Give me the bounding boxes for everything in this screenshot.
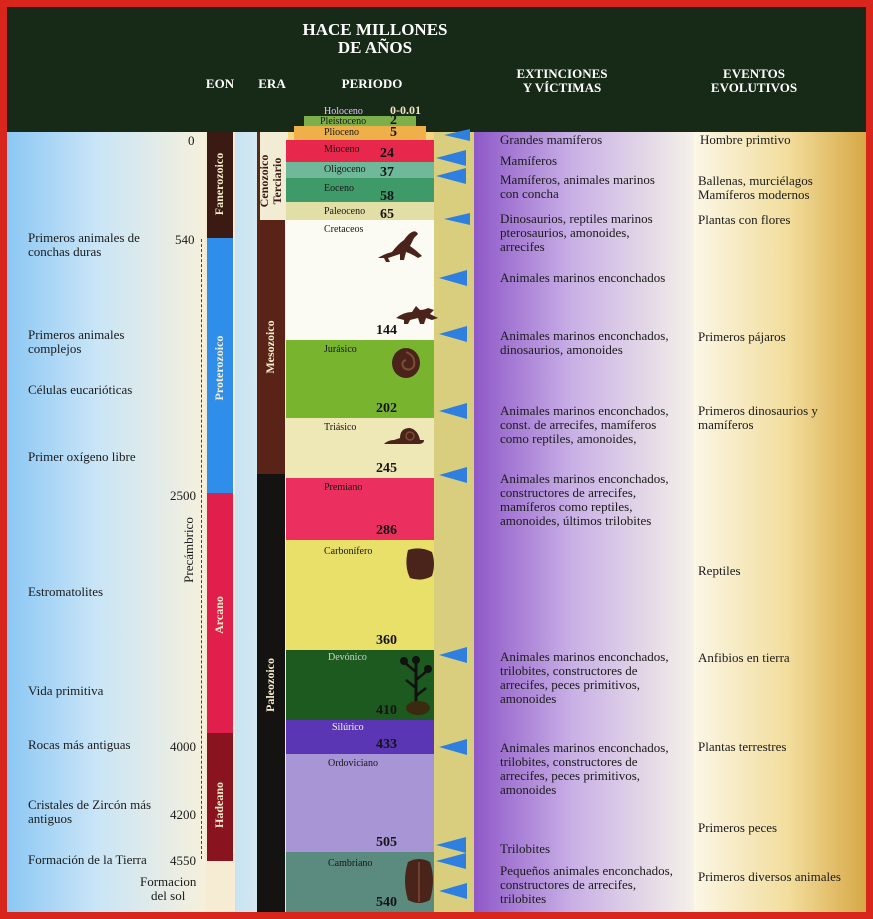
dinosaur-silhouette-icon	[374, 228, 430, 264]
eon-label-hadeano: Hadeano	[212, 782, 226, 829]
extinction-5: Animales marinos enconchados	[500, 270, 666, 285]
precambrico-label: Precámbrico	[181, 517, 196, 583]
age-4000: 4000	[170, 739, 196, 754]
age-2500: 2500	[170, 488, 196, 503]
left-event-4: Primer oxígeno libre	[28, 449, 136, 464]
evolution-column	[694, 132, 866, 912]
evolution-4: Primeros pájaros	[698, 329, 786, 344]
period-name-ordoviciano: Ordoviciano	[328, 758, 378, 769]
era-label-mesozoico: Mesozoico	[263, 320, 277, 374]
era-label-cenozoico: Cenozoico Terciario	[257, 154, 284, 208]
evolution-6: Reptiles	[698, 563, 741, 578]
eon-label-proterozoico: Proterozoico	[212, 335, 226, 401]
evolution-3: Plantas con flores	[698, 212, 791, 227]
period-column	[286, 103, 434, 912]
extinction-arrow-9	[439, 647, 467, 663]
period-mioceno	[286, 140, 434, 162]
period-age-holoceno: 0-0.01	[390, 103, 421, 117]
left-event-5: Estromatolites	[28, 584, 104, 599]
extinction-8: Animales marinos enconchados, constructores de arrecifes, mamíferos como reptiles, amonoides, últimos trilobites	[500, 471, 669, 528]
period-plioceno	[294, 126, 426, 140]
evolution-9: Primeros peces	[698, 820, 778, 835]
left-event-7: Rocas más antiguas	[28, 737, 131, 752]
period-age-plioceno: 5	[390, 125, 397, 140]
period-name-silurico: Silúrico	[332, 722, 364, 733]
extinction-arrow-5	[439, 270, 467, 286]
extinction-7: Animales marinos enconchados, const. de arrecifes, mamíferos como reptiles, amonoides,	[500, 403, 669, 446]
age-4200: 4200	[170, 807, 196, 822]
precambrico-guide	[201, 239, 202, 859]
period-age-triasico: 245	[376, 461, 397, 476]
extinction-arrow-13	[439, 883, 467, 899]
header-eon: EON	[205, 76, 235, 91]
extinction-12: Pequeños animales enconchados, constructores de arrecifes, trilobites	[500, 863, 673, 906]
period-eoceno	[286, 178, 434, 202]
period-age-mioceno: 24	[380, 146, 394, 161]
evolution-5: Primeros dinosaurios y mamíferos	[698, 403, 818, 432]
header-extinciones: EXTINCIONES Y VÍCTIMAS	[516, 66, 608, 95]
evolution-8: Plantas terrestres	[698, 739, 787, 754]
evolution-2: Ballenas, murciélagos Mamíferos modernos	[698, 173, 813, 202]
period-name-eoceno: Eoceno	[324, 183, 354, 194]
extinction-2: Mamíferos	[500, 153, 558, 168]
period-name-paleoceno: Paleoceno	[324, 206, 366, 217]
age-4550: 4550	[170, 853, 196, 868]
geologic-timescale-diagram	[7, 7, 866, 912]
extinction-1: Grandes mamíferos	[500, 132, 603, 147]
left-event-9: Formación de la Tierra	[28, 852, 147, 867]
period-age-jurasico: 202	[376, 401, 397, 416]
left-event-1: Primeros animales de conchas duras	[28, 230, 140, 259]
extinction-9: Animales marinos enconchados, trilobites, constructores de arrecifes, peces primitivos, amonoides	[500, 649, 669, 706]
extinction-10: Animales marinos enconchados, trilobites, constructores de arrecifes, peces primitivos, amonoides	[500, 740, 669, 797]
left-event-3: Células eucarióticas	[28, 382, 133, 397]
extinction-arrow-10	[439, 739, 467, 755]
period-age-cambriano: 540	[376, 895, 397, 910]
period-age-eoceno: 58	[380, 189, 394, 204]
extinction-arrow-1	[444, 129, 470, 141]
period-name-plioceno: Plioceno	[324, 127, 359, 138]
age-0: 0	[188, 133, 195, 148]
extinction-6: Animales marinos enconchados, dinosaurios, amonoides	[500, 328, 669, 357]
period-name-holoceno: Holoceno	[324, 106, 363, 117]
arrow-band	[434, 132, 474, 912]
period-name-cretaceos: Cretaceos	[324, 224, 364, 235]
evolution-1: Hombre primtivo	[700, 132, 791, 147]
header-eventos: EVENTOS EVOLUTIVOS	[710, 66, 798, 95]
trilobite-cambrian-icon	[402, 856, 436, 906]
period-name-mioceno: Mioceno	[324, 144, 360, 155]
evolution-10: Primeros diversos animales	[698, 869, 841, 884]
period-age-carbonifero: 360	[376, 633, 397, 648]
reptile-silhouette-icon	[394, 302, 440, 326]
period-name-cambriano: Cambriano	[328, 858, 373, 869]
period-age-ordoviciano: 505	[376, 835, 397, 850]
extinction-11: Trilobites	[500, 841, 551, 856]
extinction-4: Dinosaurios, reptiles marinos pterosaurios, amonoides, arrecifes	[500, 211, 653, 254]
age-540: 540	[175, 232, 195, 247]
left-event-8: Cristales de Zircón más antiguos	[28, 797, 152, 826]
period-age-oligoceno: 37	[380, 165, 394, 180]
left-event-2: Primeros animales complejos	[28, 327, 125, 356]
period-name-oligoceno: Oligoceno	[324, 164, 366, 175]
era-label-paleozoico: Paleozoico	[263, 658, 277, 712]
extinction-arrow-2	[436, 150, 466, 166]
extinction-arrow-8	[439, 467, 467, 483]
extinction-arrow-3	[436, 168, 466, 184]
period-name-devonico: Devónico	[328, 652, 367, 663]
eon-label-arcano: Arcano	[212, 596, 226, 634]
extinction-arrow-7	[439, 403, 467, 419]
eon-label-fanerozoico: Fanerozoico	[212, 152, 226, 216]
snail-fossil-icon	[382, 422, 426, 448]
left-event-6: Vida primitiva	[28, 683, 104, 698]
header-title: HACE MILLONES DE AÑOS	[302, 20, 448, 57]
period-name-carbonifero: Carbonífero	[324, 546, 373, 557]
extinction-arrow-11	[436, 837, 466, 853]
period-age-cretaceos: 144	[376, 323, 397, 338]
plant-fossil-icon	[396, 652, 436, 716]
period-age-silurico: 433	[376, 737, 397, 752]
period-name-pleistoceno: Pleistoceno	[320, 116, 367, 127]
extinction-arrow-12	[436, 853, 466, 869]
extinction-arrow-6	[439, 326, 467, 342]
period-name-jurasico: Jurásico	[324, 344, 357, 355]
period-age-pleistoceno: 2	[390, 113, 397, 128]
period-age-devonico: 410	[376, 703, 397, 718]
left-event-10: Formacion del sol	[140, 874, 197, 903]
period-age-premiano: 286	[376, 523, 397, 538]
extinction-3: Mamíferos, animales marinos con concha	[500, 172, 655, 201]
header-era: ERA	[258, 76, 286, 91]
period-name-premiano: Premiano	[324, 482, 363, 493]
ammonite-icon	[390, 346, 422, 380]
header-periodo: PERIODO	[341, 76, 403, 91]
period-age-paleoceno: 65	[380, 207, 394, 222]
trilobite-fossil-icon	[402, 546, 436, 582]
period-name-triasico: Triásico	[324, 422, 357, 433]
extinction-arrow-4	[444, 213, 470, 225]
evolution-7: Anfibios en tierra	[698, 650, 790, 665]
